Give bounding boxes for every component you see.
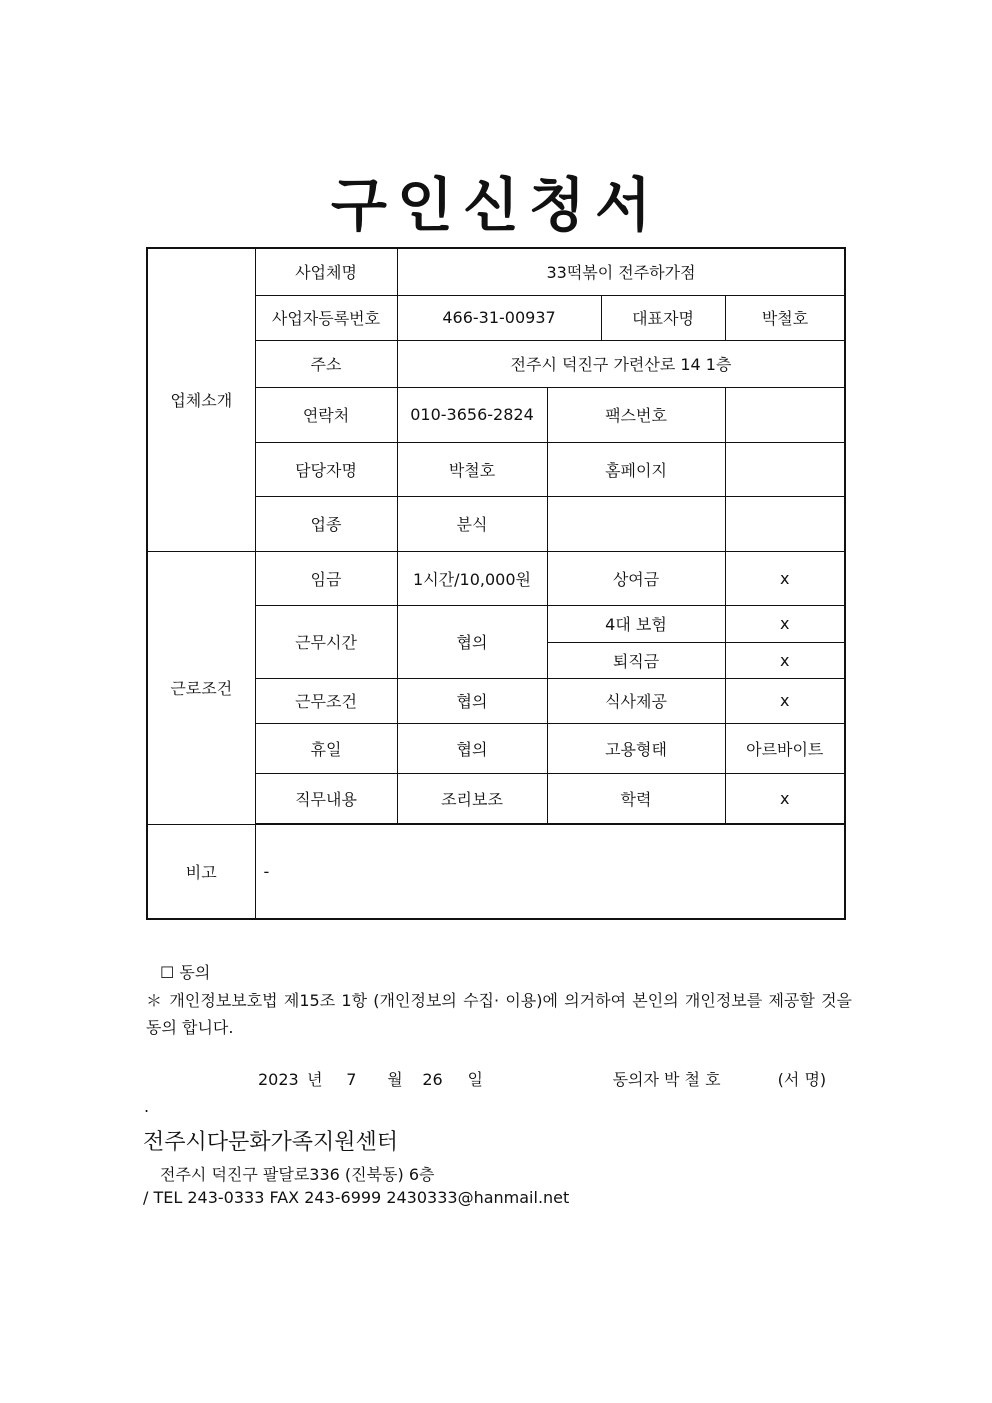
industry-value: 분식: [397, 496, 547, 551]
date-month-unit: 월: [387, 1070, 403, 1089]
severance-value: x: [725, 642, 845, 678]
date-year-unit: 년: [307, 1070, 323, 1089]
date-day: 26: [422, 1070, 443, 1089]
section-conditions-label: 근로조건: [147, 551, 255, 824]
consent-law-text: ＊ 개인정보보호법 제15조 1항 (개인정보의 수집· 이용)에 의거하여 본인의 개인정보를 제공할 것을 동의 합니다.: [146, 991, 852, 1037]
manager-value: 박철호: [397, 442, 547, 496]
section-remarks-label: 비고: [147, 824, 255, 919]
ceo-label: 대표자명: [601, 295, 725, 340]
date-day-unit: 일: [467, 1070, 483, 1089]
bonus-label: 상여금: [547, 551, 725, 605]
center-address: 전주시 덕진구 팔달로336 (진북동) 6층: [160, 1165, 435, 1184]
dot-mark: .: [144, 1097, 150, 1116]
address-label: 주소: [255, 340, 397, 387]
wage-value: 1시간/10,000원: [397, 551, 547, 605]
industry-label: 업종: [255, 496, 397, 551]
date-month: 7: [346, 1070, 357, 1089]
application-form-table: [146, 247, 846, 920]
contact-value: 010-3656-2824: [397, 387, 547, 442]
fax-value: [725, 387, 845, 442]
consent-date-line: [258, 1067, 858, 1090]
wage-label: 임금: [255, 551, 397, 605]
meals-value: x: [725, 678, 845, 723]
holidays-label: 휴일: [255, 723, 397, 773]
work-hours-value: 협의: [397, 605, 547, 678]
consent-checkbox[interactable]: ☐ 동의: [160, 963, 211, 982]
meals-label: 식사제공: [547, 678, 725, 723]
job-content-value: 조리보조: [397, 773, 547, 823]
homepage-label: 홈페이지: [547, 442, 725, 496]
date-year: 2023: [258, 1070, 299, 1089]
holidays-value: 협의: [397, 723, 547, 773]
employment-type-label: 고용형태: [547, 723, 725, 773]
business-name-label: 사업체명: [255, 248, 397, 295]
work-conditions-label: 근무조건: [255, 678, 397, 723]
manager-label: 담당자명: [255, 442, 397, 496]
remarks-value: -: [255, 824, 845, 919]
page-title: 구인신청서: [330, 171, 662, 239]
contact-label: 연락처: [255, 387, 397, 442]
work-conditions-value: 협의: [397, 678, 547, 723]
business-name-value: 33떡볶이 전주하가점: [397, 248, 845, 295]
empty-cell: [547, 496, 725, 551]
severance-label: 퇴직금: [547, 642, 725, 678]
fax-label: 팩스번호: [547, 387, 725, 442]
employment-type-value: 아르바이트: [725, 723, 845, 773]
section-company-label: 업체소개: [147, 248, 255, 551]
empty-cell: [725, 496, 845, 551]
bonus-value: x: [725, 551, 845, 605]
homepage-value: [725, 442, 845, 496]
reg-no-value: 466-31-00937: [397, 295, 601, 340]
center-name: 전주시다문화가족지원센터: [143, 1130, 399, 1155]
education-label: 학력: [547, 773, 725, 823]
ceo-value: 박철호: [725, 295, 845, 340]
signer-label: 동의자 박 철 호: [612, 1070, 721, 1089]
signature: (서 명): [777, 1070, 827, 1089]
address-value: 전주시 덕진구 가련산로 14 1층: [397, 340, 845, 387]
insurance-value: x: [725, 605, 845, 642]
center-contact: / TEL 243-0333 FAX 243-6999 2430333@hanmail.net: [143, 1188, 570, 1207]
insurance-label: 4대 보험: [547, 605, 725, 642]
reg-no-label: 사업자등록번호: [255, 295, 397, 340]
job-content-label: 직무내용: [255, 773, 397, 823]
education-value: x: [725, 773, 845, 823]
work-hours-label: 근무시간: [255, 605, 397, 678]
